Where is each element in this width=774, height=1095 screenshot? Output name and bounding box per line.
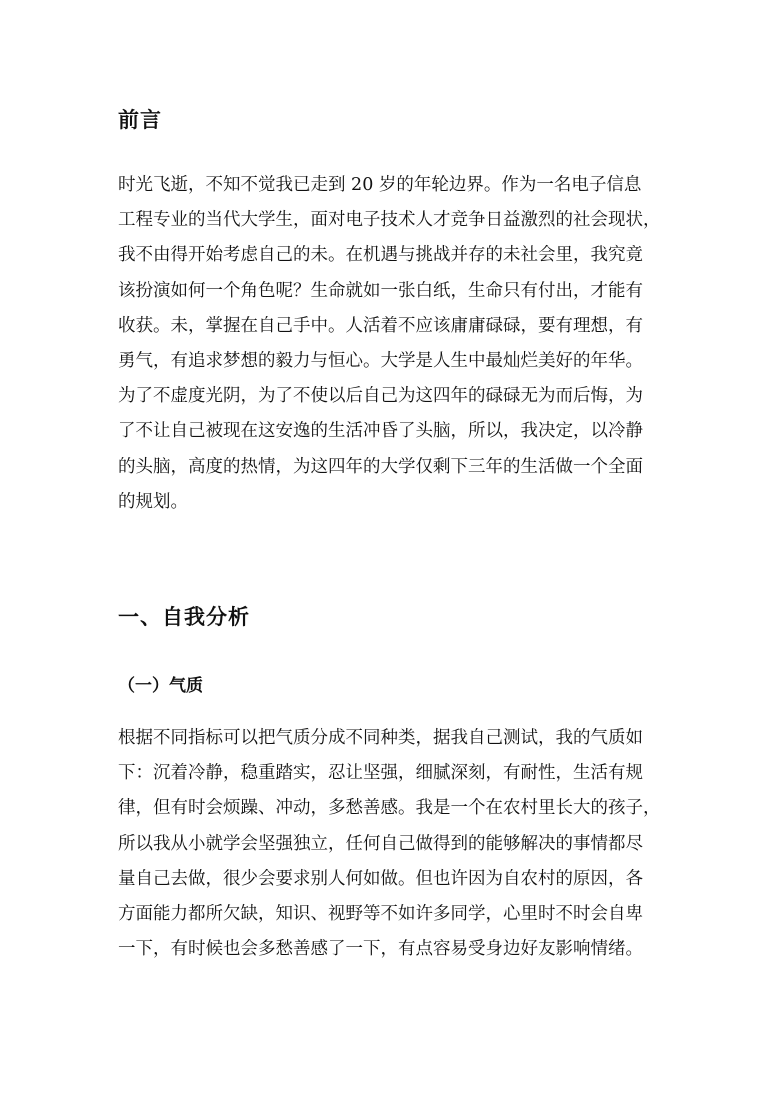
paragraph-line: 为了不虚度光阴，为了不使以后自己为这四年的碌碌无为而后悔，为 — [118, 386, 643, 407]
paragraph-line: 方面能力都所欠缺，知识、视野等不如许多同学，心里时不时会自卑 — [118, 903, 643, 924]
paragraph-line: 该扮演如何一个角色呢？生命就如一张白纸，生命只有付出，才能有 — [118, 280, 643, 301]
temperament-paragraph — [118, 721, 661, 967]
preface-heading: 前言 — [118, 107, 162, 132]
paragraph-line: 律，但有时会烦躁、冲动，多愁善感。我是一个在农村里长大的孩子， — [118, 798, 661, 819]
paragraph-line: 了不让自己被现在这安逸的生活冲昏了头脑，所以，我决定，以冷静 — [118, 421, 643, 442]
subsection-heading-temperament: （一）气质 — [118, 676, 203, 696]
paragraph-line: 的规划。 — [118, 491, 188, 512]
paragraph-line: 量自己去做，很少会要求别人何如做。但也许因为自农村的原因，各 — [118, 868, 643, 889]
paragraph-line: 收获。未，掌握在自己手中。人活着不应该庸庸碌碌，要有理想，有 — [118, 315, 643, 336]
paragraph-line: 根据不同指标可以把气质分成不同种类，据我自己测试，我的气质如 — [118, 728, 643, 748]
paragraph-line: 我不由得开始考虑自己的未。在机遇与挑战并存的未社会里，我究竟 — [118, 245, 643, 266]
paragraph-line: 所以我从小就学会坚强独立，任何自己做得到的能够解决的事情都尽 — [118, 833, 643, 854]
paragraph-line: 勇气，有追求梦想的毅力与恒心。大学是人生中最灿烂美好的年华。 — [118, 350, 643, 371]
section-heading-self-analysis: 一、自我分析 — [118, 604, 250, 629]
paragraph-line: 一下，有时候也会多愁善感了一下，有点容易受身边好友影响情绪。 — [118, 939, 643, 960]
preface-paragraph — [118, 168, 661, 520]
paragraph-line: 下：沉着冷静，稳重踏实，忍让坚强，细腻深刻，有耐性，生活有规 — [118, 763, 643, 784]
paragraph-line: 时光飞逝，不知不觉我已走到 20 岁的年轮边界。作为一名电子信息 — [118, 175, 642, 195]
paragraph-line: 工程专业的当代大学生，面对电子技术人才竞争日益激烈的社会现状， — [118, 210, 661, 231]
paragraph-line: 的头脑，高度的热情，为这四年的大学仅剩下三年的生活做一个全面 — [118, 456, 643, 477]
